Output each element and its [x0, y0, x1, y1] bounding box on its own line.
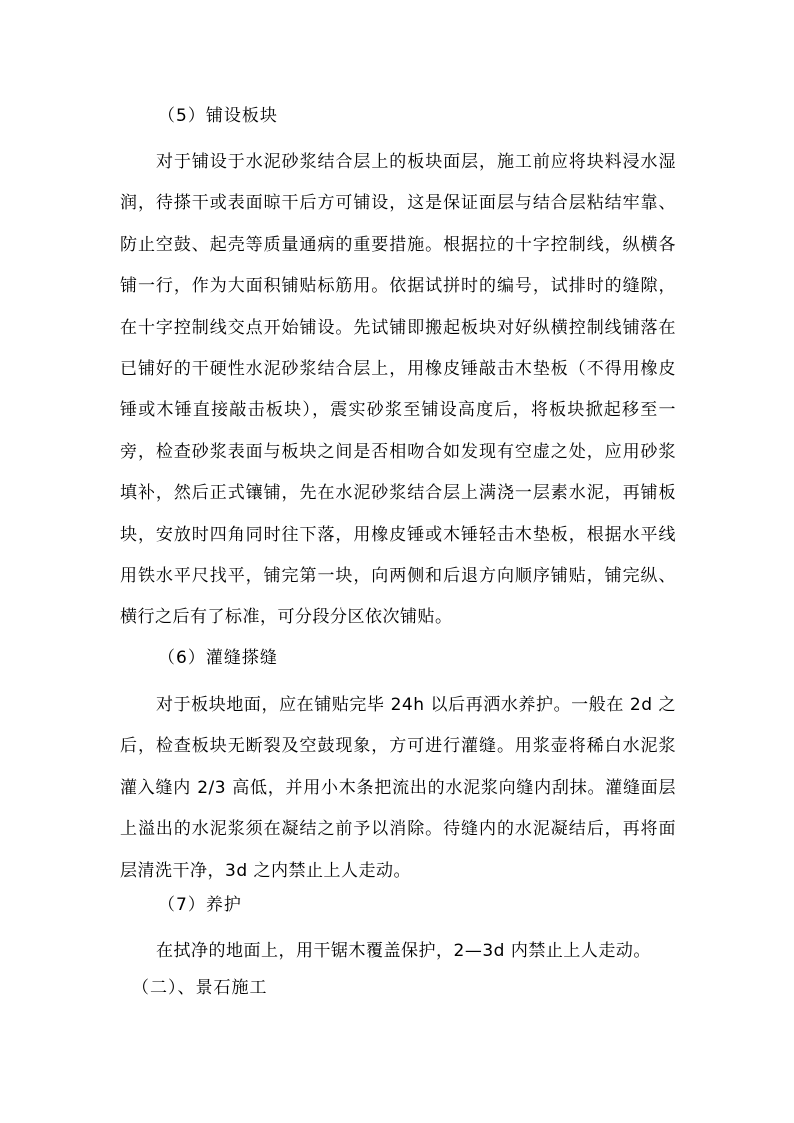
- section-7-paragraph: 在拭净的地面上，用干锯木覆盖保护，2—3d 内禁止上人走动。: [156, 941, 651, 961]
- section-5-heading: （5）铺设板块: [158, 106, 278, 126]
- section-6-paragraph: 对于板块地面，应在铺贴完毕 24h 以后再洒水养护。一般在 2d 之后，检查板块无断裂及空鼓现象，方可进行灌缝。用浆壶将稀白水泥浆灌入缝内 2/3 高低，并用小木条把流出的水泥浆向缝内刮抹。灌缝面层上溢出的水泥浆须在凝结之前予以消除。待缝内的水泥凝结后，再将面层清洗干净，3d 之内禁止上人走动。: [120, 695, 676, 881]
- section-6-heading: （6）灌缝搽缝: [158, 648, 278, 668]
- section-7-heading: （7）养护: [158, 895, 242, 915]
- next-section-heading: （二）、景石施工: [132, 978, 268, 998]
- section-5-paragraph: 对于铺设于水泥砂浆结合层上的板块面层，施工前应将块料浸水湿润，待搽干或表面晾干后方可铺设，这是保证面层与结合层粘结牢靠、防止空鼓、起壳等质量通病的重要措施。根据拉的十字控制线，纵横各铺一行，作为大面积铺贴标筋用。依据试拼时的编号，试排时的缝隙，在十字控制线交点开始铺设。先试铺即搬起板块对好纵横控制线铺落在已铺好的干硬性水泥砂浆结合层上，用橡皮锤敲击木垫板（不得用橡皮锤或木锤直接敲击板块），震实砂浆至铺设高度后，将板块掀起移至一旁，检查砂浆表面与板块之间是否相吻合如发现有空虚之处，应用砂浆填补，然后正式镶铺，先在水泥砂浆结合层上满浇一层素水泥，再铺板块，安放时四角同时往下落，用橡皮锤或木锤轻击木垫板，根据水平线用铁水平尺找平，铺完第一块，向两侧和后退方向顺序铺贴，铺完纵、横行之后有了标准，可分段分区依次铺贴。: [120, 152, 676, 628]
